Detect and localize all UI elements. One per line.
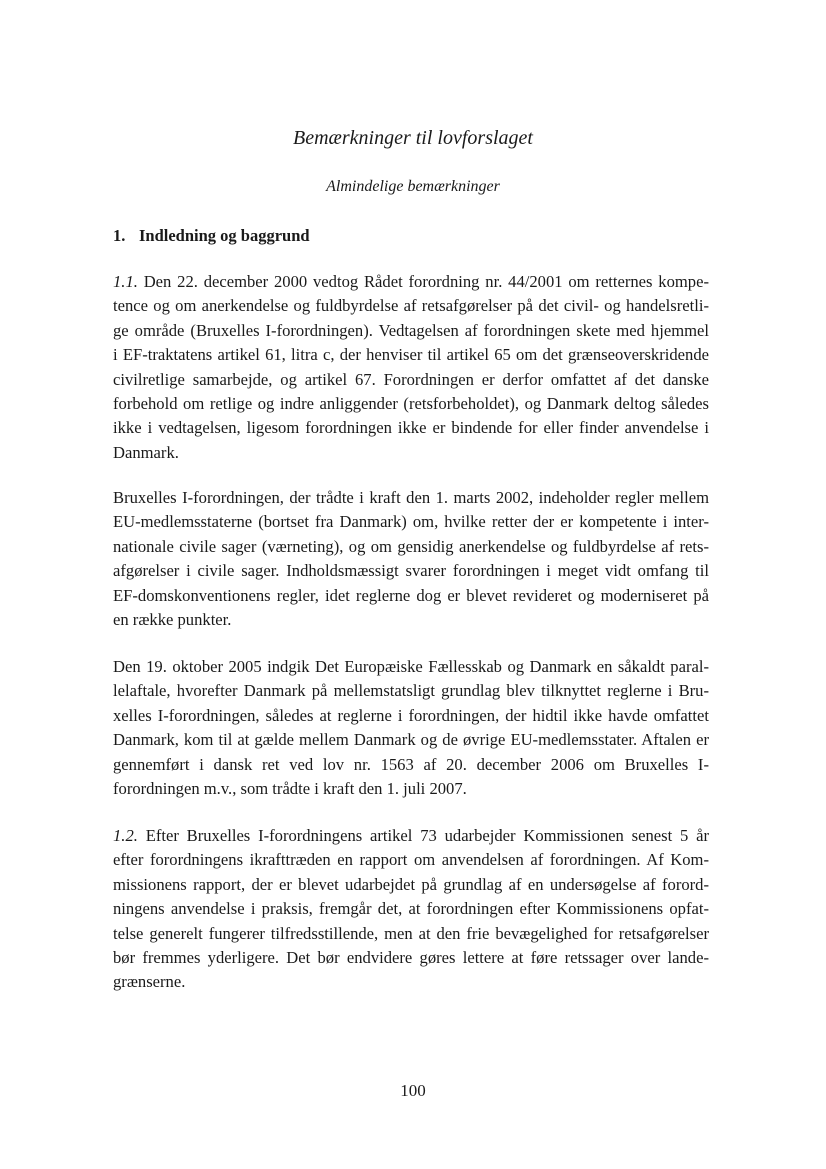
paragraph-line-text: Den 22. december 2000 vedtog Rådet forordning nr. 44/2001 om retternes kompe- bbox=[143, 272, 709, 291]
page-subtitle: Almindelige bemærkninger bbox=[326, 178, 500, 195]
section-heading-text: Indledning og baggrund bbox=[139, 226, 310, 245]
paragraph-line: telse generelt fungerer tilfredsstillende, men at den frie bevægelighed for retsafgørelser bbox=[113, 923, 709, 943]
paragraph-line: afgørelser i civile sager. Indholdsmæssigt svarer forordningen i meget vidt omfang til bbox=[113, 561, 709, 581]
paragraph-label: 1.1. bbox=[113, 272, 138, 291]
paragraph-line: grænserne. bbox=[113, 972, 186, 992]
paragraph-line: Bruxelles I-forordningen, der trådte i kraft den 1. marts 2002, indeholder regler mellem bbox=[113, 488, 709, 507]
paragraph-line: EF-domskonventionens regler, idet reglerne dog er blevet revideret og moderniseret på bbox=[113, 585, 709, 605]
paragraph-line: ningens anvendelse i praksis, fremgår det, at forordningen efter Kommissionens opfat- bbox=[113, 899, 709, 919]
paragraph-2 bbox=[113, 486, 709, 632]
paragraph-label: 1.2. bbox=[113, 826, 138, 845]
paragraph-line: gennemført i dansk ret ved lov nr. 1563 af 20. december 2006 om Bruxelles I- bbox=[113, 754, 709, 774]
paragraph-line: forbehold om retlige og indre anliggender (retsforbeholdet), og Danmark deltog således bbox=[113, 393, 709, 413]
paragraph-line: xelles I-forordningen, således at reglerne i forordningen, der hidtil ikke havde omfattet bbox=[113, 705, 709, 725]
paragraph-line: EU-medlemsstaterne (bortset fra Danmark) om, hvilke retter der er kompetente i inter- bbox=[113, 512, 709, 532]
section-heading bbox=[113, 225, 310, 247]
paragraph-line: Danmark, kom til at gælde mellem Danmark og de øvrige EU-medlemsstater. Aftalen er bbox=[113, 730, 709, 750]
section-number: 1. bbox=[113, 226, 126, 245]
paragraph-line bbox=[113, 270, 709, 294]
paragraph-line: Den 19. oktober 2005 indgik Det Europæiske Fællesskab og Danmark en såkaldt paral- bbox=[113, 657, 709, 676]
paragraph-line: Danmark. bbox=[113, 442, 179, 462]
paragraph-line: ge område (Bruxelles I-forordningen). Vedtagelsen af forordningen skete med hjemmel bbox=[113, 320, 709, 340]
paragraph-line: bør fremmes yderligere. Det bør endvidere gøres lettere at føre retssager over lande- bbox=[113, 947, 709, 967]
paragraph-line: civilretlige samarbejde, og artikel 67. Forordningen er derfor omfattet af det danske bbox=[113, 369, 709, 389]
page-number: 100 bbox=[400, 1081, 426, 1100]
paragraph-3 bbox=[113, 655, 709, 801]
paragraph-line: ikke i vedtagelsen, ligesom forordningen ikke er bindende for eller finder anvendelse i bbox=[113, 418, 709, 438]
paragraph-line: efter forordningens ikrafttræden en rapport om anvendelsen af forordningen. Af Kom- bbox=[113, 850, 709, 870]
paragraph-line: i EF-traktatens artikel 61, litra c, der henviser til artikel 65 om det grænseoverskridende bbox=[113, 345, 709, 365]
paragraph-1-1 bbox=[113, 270, 709, 465]
paragraph-line-text: Efter Bruxelles I-forordningens artikel 73 udarbejder Kommissionen senest 5 år bbox=[145, 826, 709, 845]
paragraph-line bbox=[113, 824, 709, 848]
paragraph-1-2 bbox=[113, 824, 709, 995]
page-title: Bemærkninger til lovforslaget bbox=[293, 127, 533, 149]
paragraph-line: lelaftale, hvorefter Danmark på mellemstatsligt grundlag blev tilknyttet reglerne i Bru- bbox=[113, 681, 709, 701]
paragraph-line: forordningen m.v., som trådte i kraft den 1. juli 2007. bbox=[113, 778, 467, 798]
paragraph-line: en række punkter. bbox=[113, 609, 232, 629]
paragraph-line: tence og om anerkendelse og fuldbyrdelse af retsafgørelser på det civil- og handelsretli- bbox=[113, 296, 709, 316]
paragraph-line: missionens rapport, der er blevet udarbejdet på grundlag af en undersøgelse af forord- bbox=[113, 874, 709, 894]
paragraph-line: nationale civile sager (værneting), og om gensidig anerkendelse og fuldbyrdelse af rets- bbox=[113, 536, 709, 556]
